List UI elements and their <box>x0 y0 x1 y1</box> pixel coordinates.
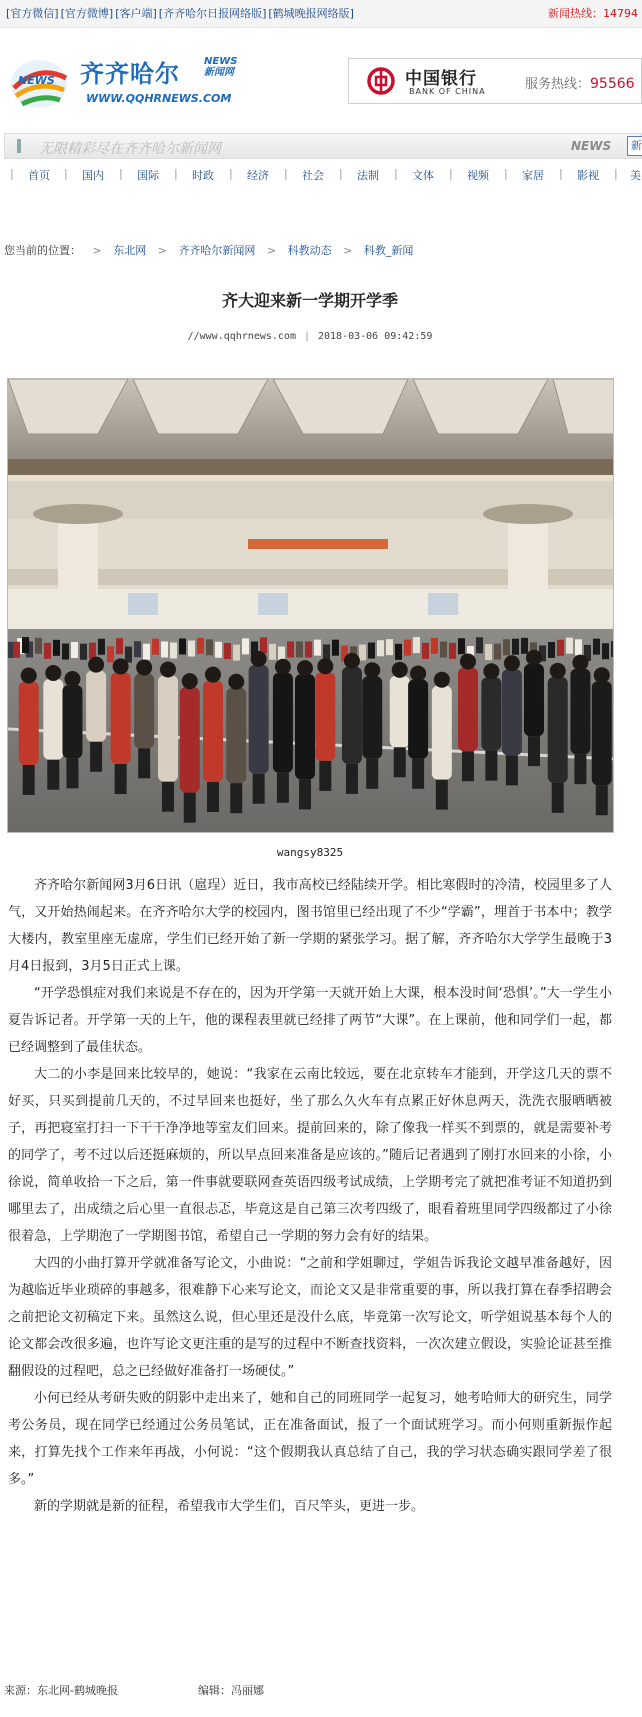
slogan-news-badge: NEWS <box>571 139 612 153</box>
nav-separator: | <box>284 167 288 180</box>
bank-name-cn: 中国银行 <box>405 69 477 89</box>
breadcrumb-separator: > <box>92 244 102 257</box>
logo-news-badge <box>204 56 237 78</box>
top-link-evening[interactable]: [鹤城晚报网络版] <box>268 7 354 20</box>
logo-url: WWW.QQHRNEWS.COM <box>86 92 232 105</box>
main-nav <box>0 167 642 185</box>
bank-name-en: BANK OF CHINA <box>409 87 486 96</box>
article-paragraph: 大二的小李是回来比较早的，她说：“我家在云南比较远，要在北京转车才能到，开学这几天的票不好买，只买到提前几天的，不过早回来也挺好，坐了那么久火车有点累正好休息两天，洗洗衣服晒晒被子，再把寝室打扫一下干干净净地等室友们回来。提前回来的，除了像我一样买不到票的，就是需要补考的同学了，考不过以后还挺麻烦的，所以早点回来准备是应该的。”随后记者遇到了刚打水回来的小徐，小徐说，简单收拾一下之后，第一件事就要联网查英语四级考试成绩，上学期考完了就把准考证不知道扔到哪里去了，出成绩之后心里一直很忐忑，毕竟这是自己第三次考四级了，眼看着班里同学四级都过了小徐很着急，上学期泡了一学期图书馆，希望自己一学期的努力会有好的结果。 <box>8 1067 612 1244</box>
top-bar <box>0 0 642 28</box>
hall-crowd-image <box>8 379 614 833</box>
slogan-bar <box>4 133 642 159</box>
bank-of-china-logo-icon <box>367 67 395 95</box>
breadcrumb-item-dbw[interactable]: 东北网 <box>113 244 147 257</box>
nav-separator: | <box>174 167 178 180</box>
nav-separator: | <box>229 167 233 180</box>
nav-item-international[interactable]: 国际 <box>137 169 159 182</box>
nav-item-beauty[interactable]: 美 <box>630 169 641 182</box>
nav-item-society[interactable]: 社会 <box>302 169 324 182</box>
photo-caption: wangsy8325 <box>276 846 344 859</box>
nav-item-film[interactable]: 影视 <box>577 169 599 182</box>
article-paragraph: 新的学期就是新的征程，希望我市大学生们，百尺竿头，更进一步。 <box>34 1499 425 1514</box>
article-photo <box>7 378 614 833</box>
nav-item-economy[interactable]: 经济 <box>247 169 269 182</box>
article-paragraph: 齐齐哈尔新闻网3月6日讯（扈珵）近日，我市高校已经陆续开学。相比寒假时的冷清，校园里多了人气，又开始热闹起来。在齐齐哈尔大学的校园内，图书馆里已经出现了不少“学霸”，埋首于书本中；教学大楼内，教室里座无虚席，学生们已经开始了新一学期的紧张学习。据了解，齐齐哈尔大学学生最晚于3月4日报到，3月5日正式上课。 <box>8 878 612 974</box>
bank-ad-banner[interactable] <box>348 58 642 104</box>
breadcrumb-item-kejiao-news[interactable]: 科教_新闻 <box>363 244 414 257</box>
article-meta <box>0 331 620 342</box>
article-body <box>8 872 612 1520</box>
article-date: 2018-03-06 09:42:59 <box>318 331 433 342</box>
slogan-search-button[interactable]: 新 <box>627 136 642 156</box>
top-links <box>6 5 356 21</box>
logo-title: 齐齐哈尔 <box>80 60 180 88</box>
slogan-text: 无限精彩尽在齐齐哈尔新闻网 <box>39 141 221 157</box>
nav-item-domestic[interactable]: 国内 <box>82 169 104 182</box>
breadcrumb-label: 您当前的位置： <box>4 244 81 257</box>
article-editor: 编辑：冯丽娜 <box>198 1684 264 1697</box>
nav-separator: | <box>614 167 618 180</box>
bank-hotline-label: 服务热线： <box>525 77 591 92</box>
nav-separator: | <box>449 167 453 180</box>
news-globe-icon <box>8 54 70 112</box>
nav-item-politics[interactable]: 时政 <box>192 169 214 182</box>
site-logo[interactable] <box>8 50 238 114</box>
logo-news-en: NEWS <box>204 56 238 67</box>
breadcrumb-separator: > <box>157 244 167 257</box>
nav-separator: | <box>10 167 14 180</box>
meta-divider: | <box>303 331 310 342</box>
breadcrumb-separator: > <box>266 244 277 257</box>
article-paragraph: 小何已经从考研失败的阴影中走出来了，她和自己的同班同学一起复习，她考哈师大的研究生，同学考公务员，现在同学已经通过公务员笔试，正在准备面试，报了一个面试班学习。而小何则重新振作起来，打算先找个工作来年再战，小何说：“这个假期我认真总结了自己，我的学习状态确实跟同学差了很多。” <box>8 1391 612 1487</box>
nav-separator: | <box>119 167 123 180</box>
svg-text:NEWS: NEWS <box>18 74 55 87</box>
news-hotline: 新闻热线：14794 <box>548 7 638 20</box>
nav-separator: | <box>559 167 563 180</box>
breadcrumb <box>4 242 413 258</box>
nav-separator: | <box>394 167 398 180</box>
article-paragraph: “开学恐惧症对我们来说是不存在的，因为开学第一天就开始上大课，根本没时间‘恐惧’。”大一学生小夏告诉记者。开学第一天的上午，他的课程表里就已经排了两节“大课”。在上课前，他和同学们一起，都已经调整到了最佳状态。 <box>8 986 612 1055</box>
breadcrumb-separator: > <box>343 244 353 257</box>
nav-item-home[interactable]: 首页 <box>28 169 50 182</box>
nav-separator: | <box>504 167 508 180</box>
bank-hotline <box>525 73 635 92</box>
slogan-marker-icon <box>17 139 21 153</box>
top-link-app[interactable]: [客户端] <box>115 7 157 20</box>
logo-news-cn: 新闻网 <box>204 67 234 78</box>
bank-hotline-number: 95566 <box>590 76 635 92</box>
top-link-daily[interactable]: [齐齐哈尔日报网络版] <box>158 7 267 20</box>
article-source: 来源：东北网-鹤城晚报 <box>4 1684 118 1697</box>
top-link-wechat[interactable]: [官方微信] <box>6 7 59 20</box>
nav-separator: | <box>339 167 343 180</box>
nav-item-law[interactable]: 法制 <box>357 169 379 182</box>
top-link-weibo[interactable]: [官方微博] <box>60 7 114 20</box>
article-source-url[interactable]: //www.qqhrnews.com <box>187 331 296 342</box>
nav-item-home-living[interactable]: 家居 <box>522 169 544 182</box>
nav-item-video[interactable]: 视频 <box>467 169 489 182</box>
nav-separator: | <box>64 167 68 180</box>
breadcrumb-item-kejiao[interactable]: 科教动态 <box>287 244 332 257</box>
nav-item-culture-sports[interactable]: 文体 <box>412 169 434 182</box>
article-footer <box>4 1682 624 1698</box>
breadcrumb-item-qqhr[interactable]: 齐齐哈尔新闻网 <box>178 244 256 257</box>
article-title: 齐大迎来新一学期开学季 <box>221 291 398 310</box>
article-paragraph: 大四的小曲打算开学就准备写论文，小曲说：“之前和学姐聊过，学姐告诉我论文越早准备越好，因为越临近毕业琐碎的事越多，很难静下心来写论文，而论文又是非常重要的事，所以我打算在春季招聘会之前把论文初稿定下来。虽然这么说，但心里还是没什么底，毕竟第一次写论文，听学姐说基本每个人的论文都会改很多遍，也许写论文更注重的是写的过程中不断查找资料，一次次建立假设，实验论证甚至推翻假设的过程吧，总之已经做好准备打一场硬仗。” <box>8 1256 612 1379</box>
